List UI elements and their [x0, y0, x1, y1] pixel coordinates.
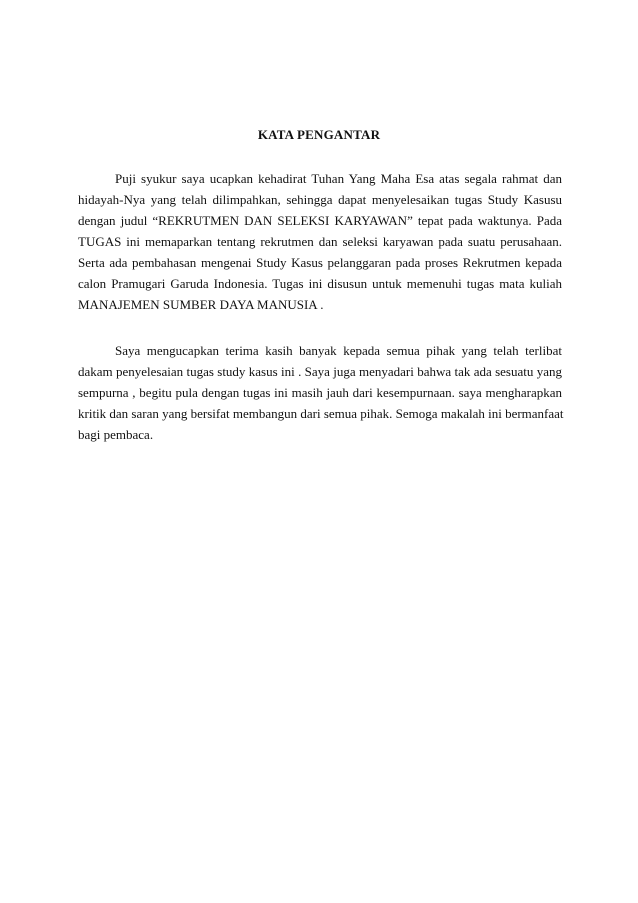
paragraph-1: [78, 168, 562, 315]
page-title: KATA PENGANTAR: [257, 127, 381, 142]
paragraph-line: Serta ada pembahasan mengenai Study Kasus pelanggaran pada proses Rekrutmen kepada: [78, 255, 562, 270]
paragraph-line: MANAJEMEN SUMBER DAYA MANUSIA .: [78, 297, 324, 312]
paragraph-line: dengan judul “REKRUTMEN DAN SELEKSI KARYAWAN” tepat pada waktunya. Pada: [78, 213, 562, 228]
paragraph-line: TUGAS ini memaparkan tentang rekrutmen dan seleksi karyawan pada suatu perusahaan.: [78, 234, 562, 249]
paragraph-line: dakam penyelesaian tugas study kasus ini . Saya juga menyadari bahwa tak ada sesuatu yang: [78, 364, 562, 379]
paragraph-line: calon Pramugari Garuda Indonesia. Tugas ini disusun untuk memenuhi tugas mata kuliah: [78, 276, 562, 291]
paragraph-line: Puji syukur saya ucapkan kehadirat Tuhan Yang Maha Esa atas segala rahmat dan: [115, 171, 562, 186]
paragraph-line: Saya mengucapkan terima kasih banyak kepada semua pihak yang telah terlibat: [115, 343, 562, 358]
paragraph-2: [78, 340, 562, 445]
paragraph-line: sempurna , begitu pula dengan tugas ini masih jauh dari kesempurnaan. saya mengharapkan: [78, 385, 562, 400]
paragraph-line: kritik dan saran yang bersifat membangun dari semua pihak. Semoga makalah ini bermanfaat: [78, 406, 564, 421]
paragraph-line: bagi pembaca.: [78, 427, 154, 442]
paragraph-line: hidayah-Nya yang telah dilimpahkan, sehingga dapat menyelesaikan tugas Study Kasusu: [78, 192, 562, 207]
